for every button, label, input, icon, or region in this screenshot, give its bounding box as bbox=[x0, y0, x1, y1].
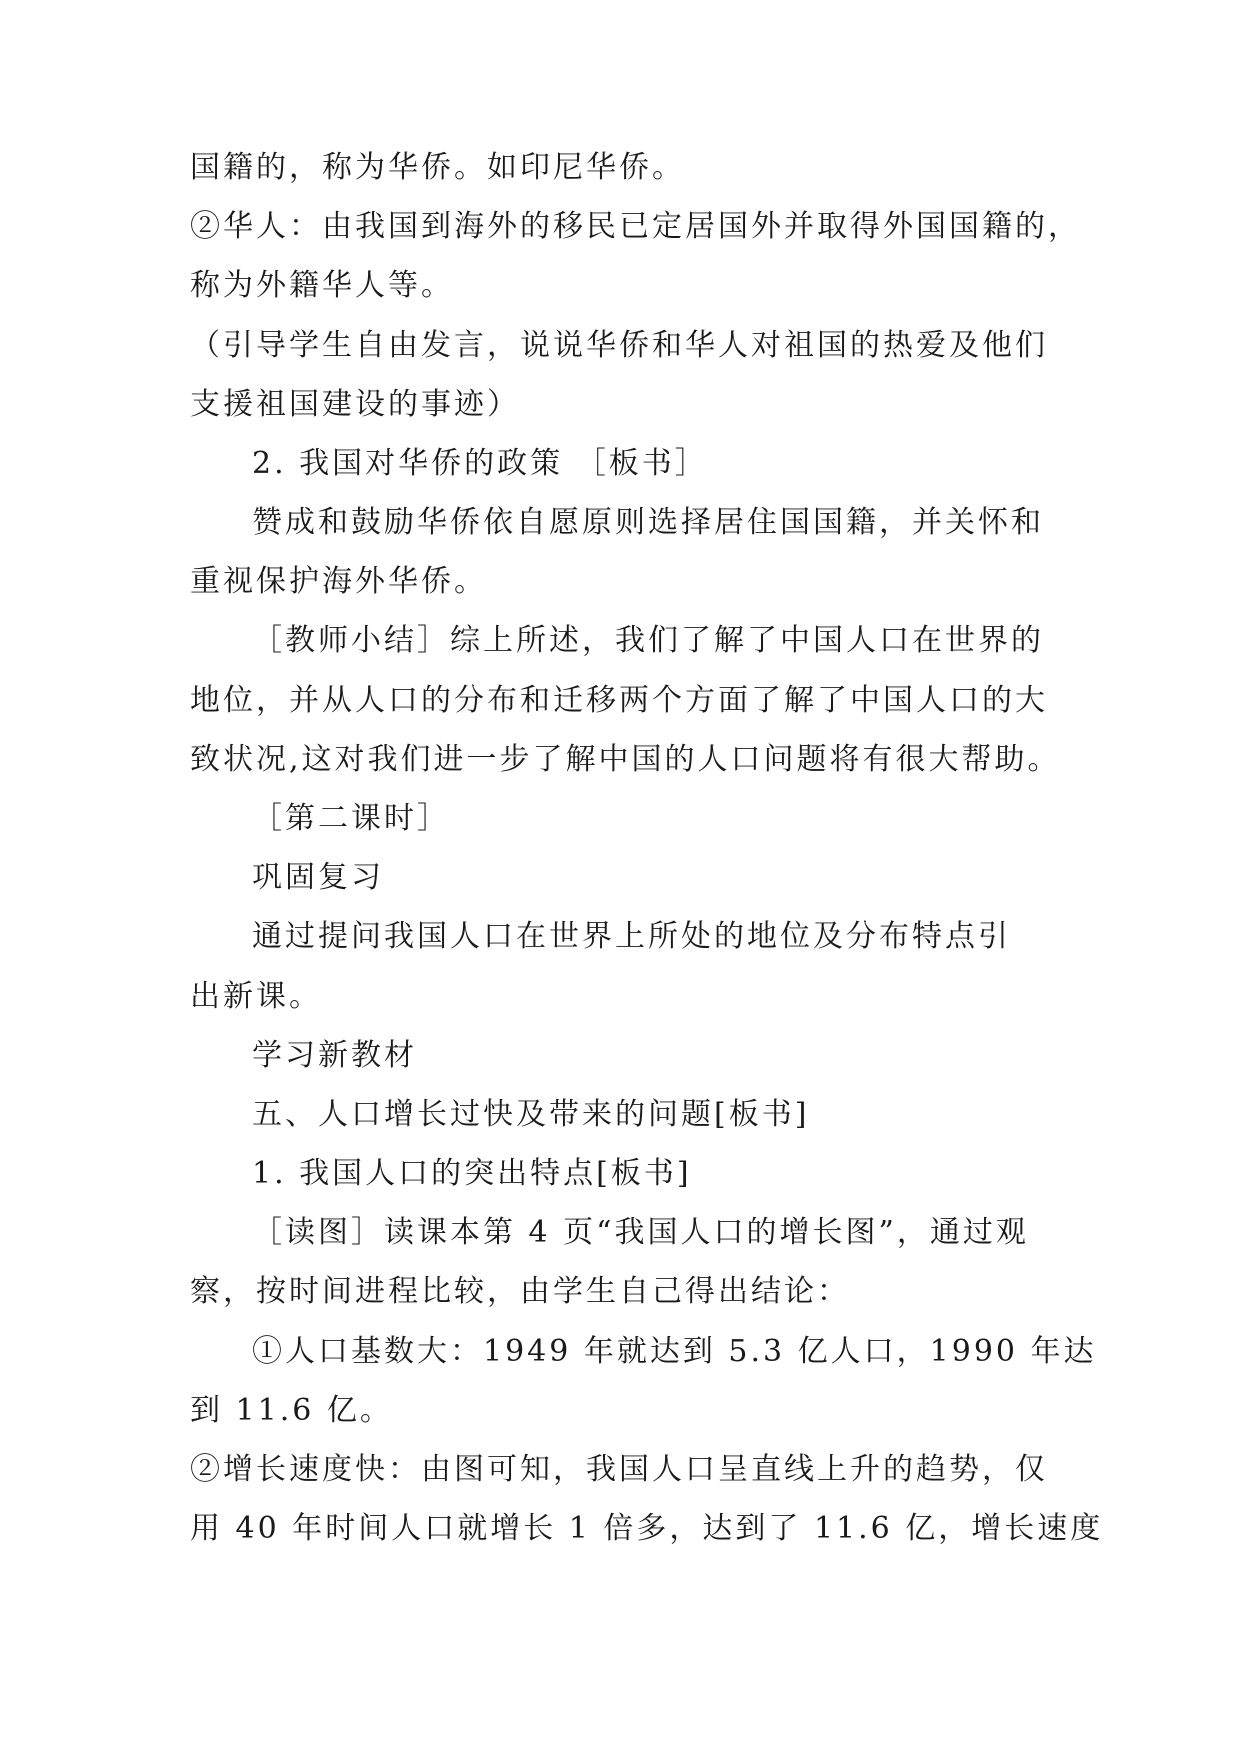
text-line: 致状况,这对我们进一步了解中国的人口问题将有很大帮助。 bbox=[190, 742, 1061, 777]
text-line: ［读图］读课本第 4 页“我国人口的增长图”，通过观 bbox=[252, 1215, 1029, 1250]
text-line: （引导学生自由发言，说说华侨和华人对祖国的热爱及他们 bbox=[190, 328, 1048, 363]
text-line: 国籍的，称为华侨。如印尼华侨。 bbox=[190, 150, 685, 185]
text-line: 支援祖国建设的事迹） bbox=[190, 387, 520, 422]
text-line: 赞成和鼓励华侨依自愿原则选择居住国国籍，并关怀和 bbox=[252, 505, 1044, 540]
section-heading: 巩固复习 bbox=[252, 860, 384, 895]
text-line: 通过提问我国人口在世界上所处的地位及分布特点引 bbox=[252, 919, 1011, 954]
text-line: ②增长速度快：由图可知，我国人口呈直线上升的趋势，仅 bbox=[190, 1452, 1048, 1487]
text-line: 到 11.6 亿。 bbox=[190, 1393, 393, 1428]
section-heading: ［第二课时］ bbox=[252, 801, 450, 836]
text-line: 出新课。 bbox=[190, 979, 322, 1014]
text-line: ②华人：由我国到海外的移民已定居国外并取得外国国籍的， bbox=[190, 209, 1081, 244]
text-line: 用 40 年时间人口就增长 1 倍多，达到了 11.6 亿，增长速度 bbox=[190, 1511, 1104, 1546]
text-line: 重视保护海外华侨。 bbox=[190, 564, 487, 599]
text-line: ①人口基数大：1949 年就达到 5.3 亿人口，1990 年达 bbox=[252, 1334, 1097, 1369]
section-heading: 1. 我国人口的突出特点[板书] bbox=[252, 1156, 692, 1191]
text-line: 称为外籍华人等。 bbox=[190, 268, 454, 303]
text-line: 察，按时间进程比较，由学生自己得出结论： bbox=[190, 1274, 850, 1309]
text-line: ［教师小结］综上所述，我们了解了中国人口在世界的 bbox=[252, 623, 1044, 658]
section-heading: 2. 我国对华侨的政策 ［板书］ bbox=[252, 446, 708, 481]
text-line: 地位，并从人口的分布和迁移两个方面了解了中国人口的大 bbox=[190, 683, 1048, 718]
section-heading: 五、人口增长过快及带来的问题[板书] bbox=[252, 1097, 810, 1132]
section-heading: 学习新教材 bbox=[252, 1038, 417, 1073]
